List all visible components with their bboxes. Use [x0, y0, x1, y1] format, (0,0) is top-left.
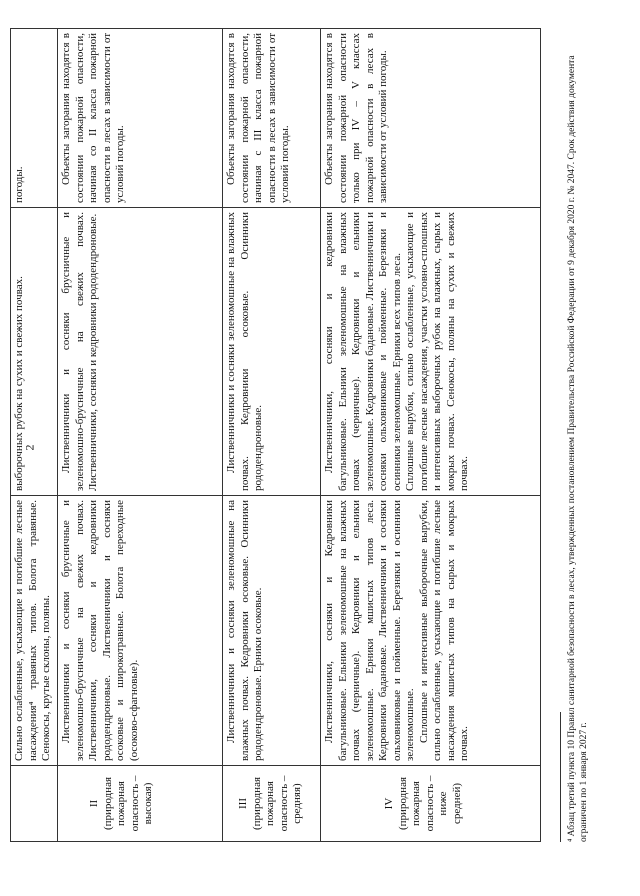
footnote: ⁴ Абзац третий пункта 10 Правил санитарной безопасности в лесах, утвержденных постановлением Правительства Российской Федерации от 9 декабря 2020 г. № 2047. Срок действия документа ограничен по 1 января 2027 г. — [567, 55, 589, 842]
table-row — [11, 29, 58, 841]
conditions-cell — [11, 29, 57, 207]
cell-text: Сплошные и интенсивные выборочные вырубки, сильно ослабленные, усыхающие и погибшие лесные насаждения мшистых типов на сырых и мокрых почвах. — [417, 500, 470, 761]
conditions-cell — [321, 29, 540, 207]
cell-text: Лиственничники и сосняки брусничные и зеленомошно-брусничные на свежих почвах. Лиственничники, сосняки и кедровники рододендроновые. Лиственничники и сосняки осоковые и широкотравные. Болота переходные (осоково-сфагновые). — [60, 500, 140, 761]
class-number: III — [237, 798, 249, 809]
cell-text: Сплошные вырубки, сильно ослабленные, усыхающие и погибшие лесные насаждения, участки условно-сплошных и интенсивных выборочных рубок на влажных, сырых и мокрых почвах. Сенокосы, поляны на сухих и свежих почвах. — [404, 212, 470, 491]
table-row — [58, 29, 223, 841]
class-number: II — [88, 799, 100, 808]
cell-text: Сильно ослабленные, усыхающие и погибшие лесные насаждения⁴ травяных типов. Болота травяные. Сенокосы, крутые склоны, поляны. — [13, 500, 52, 761]
cell-text: Лиственничники и сосняки зеленомошные на влажных почвах. Кедровники осоковые. Осинники рододендроновые. Ерники осоковые. — [225, 500, 264, 761]
cell-text: Объекты загорания находятся в состоянии пожарной опасности, начиная с III класса пожарной опасности в лесах в зависимости от условий погоды. — [225, 33, 291, 203]
nature-objects-cell — [58, 495, 222, 765]
cell-text: Лиственничники, сосняки и Кедровники багульниковые. Ельники зеленомошные на влажных почвах (черничные). Кедровники и ельники зеленомошные. Ерники мшистых типов леса. Кедровники бадановые. Лиственничники и сосняки ольховниковые и пойменные. Березняки и осинники зеленомошные. — [323, 500, 416, 761]
class-description: (природная пожарная опасность – ниже средней) — [396, 775, 463, 832]
table-row — [321, 29, 540, 841]
class-cell — [58, 765, 222, 841]
cell-text: Лиственничники, сосняки и кедровники багульниковые. Ельники зеленомошные на влажных почвах (черничные). Кедровники и ельники зеленомошные. Кедровники бадановые. Лиственничники и сосняки ольховниковые и пойменные. Березняки и осинники зеленомошные. Ерники всех типов леса. — [323, 212, 403, 491]
class-cell — [223, 765, 320, 841]
class-description: (природная пожарная опасность – высокая) — [101, 775, 154, 832]
cell-text: Лиственничники и сосняки брусничные и зеленомошно-брусничные на свежих почвах. Лиственничники, сосняки и кедровники рододендроновые. — [60, 212, 99, 491]
fire-objects-cell — [223, 207, 320, 495]
nature-objects-cell — [11, 495, 57, 765]
class-cell — [11, 765, 57, 841]
cell-text: выборочных рубок на сухих и свежих почвах. — [13, 276, 25, 491]
conditions-cell — [58, 29, 222, 207]
fire-objects-cell — [11, 207, 57, 495]
fire-objects-cell — [58, 207, 222, 495]
cell-text: погоды. — [13, 166, 25, 203]
conditions-cell — [223, 29, 320, 207]
cell-text: Лиственничники и сосняки зеленомошные на влажных почвах. Кедровники осоковые. Осинники рододендроновые. — [225, 212, 264, 491]
fire-objects-cell — [321, 207, 540, 495]
nature-objects-cell — [321, 495, 540, 765]
class-number: IV — [383, 797, 395, 810]
table-row — [223, 29, 321, 841]
fire-hazard-table — [10, 28, 541, 842]
footnote-divider — [560, 712, 561, 842]
class-description: (природная пожарная опасность – средняя) — [250, 775, 303, 832]
cell-text: Объекты загорания находятся в состоянии пожарной опасности только при IV – V классах пожарной опасности в лесах в зависимости от условий погоды. — [323, 33, 389, 203]
cell-text: Объекты загорания находятся в состоянии пожарной опасности, начиная со II класса пожарной опасности в лесах в зависимости от условий погоды. — [60, 33, 126, 203]
class-cell — [321, 765, 540, 841]
page-number: 2 — [22, 444, 37, 451]
nature-objects-cell — [223, 495, 320, 765]
